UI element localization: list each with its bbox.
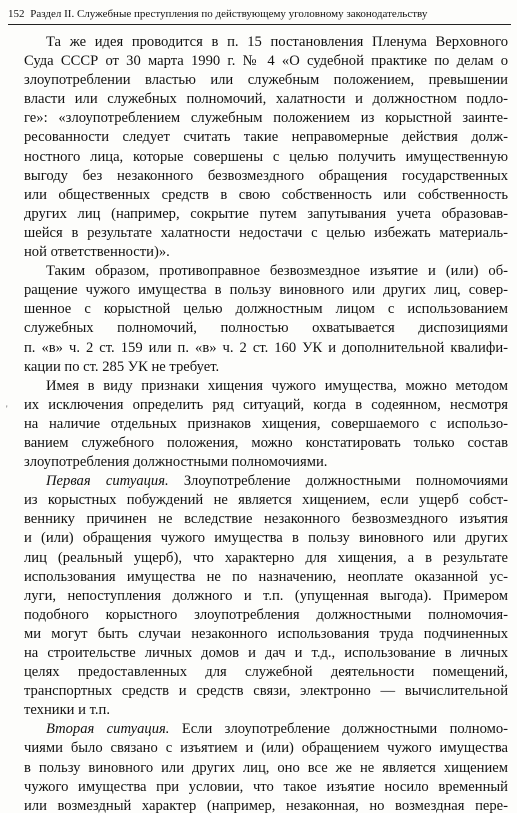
text-line: или возмездный характер (например, незаконная, но возмездная пере- [24, 797, 508, 814]
text-line: Таким образом, противоправное безвозмездное изъятие и (или) об- [46, 263, 508, 280]
text-line: злоупотреблении властью или служебным положением, превышении [24, 72, 508, 89]
text-line: чиями было связано с изъятием и (или) обращением чужого имущества [24, 740, 508, 757]
text-line: выгоду без незаконного безвозмездного обращения государственных [24, 167, 508, 184]
paragraph [24, 33, 508, 262]
text-line: на наличие отдельных признаков хищения, совершаемого с использо- [24, 415, 508, 432]
text-line-rest: Злоупотребление должностными полномочиями [168, 473, 508, 490]
text-line: п. «в» ч. 2 ст. 159 или п. «в» ч. 2 ст. 160 УК и дополнительной квалифи- [24, 339, 508, 356]
text-line: шенное с корыстной целью должностным лицом с использованием [24, 301, 508, 318]
margin-mark: ' [6, 404, 8, 414]
paragraph-second-situation [24, 720, 508, 815]
text-line: или общественных средств в свою собственность или собственность [24, 186, 508, 203]
text-line-rest: Если злоупотребление должностными полномо- [169, 721, 508, 738]
text-line: ной ответственности)». [24, 244, 170, 261]
text-line: лиц (реальный ущерб), что характерно для хищения, а в результате [24, 549, 508, 566]
situation-heading: Первая ситуация. [46, 473, 169, 490]
text-line: злоупотребления должностными полномочиями. [24, 454, 328, 471]
text-line: на строительстве личных домов и дач и т.д., использование в личных [24, 645, 508, 661]
text-line [24, 720, 508, 739]
text-line: власти или служебных полномочий, халатности и должностном подло- [24, 91, 508, 108]
text-line: других лиц (например, сокрытие путем запутывания учета образовав- [24, 205, 508, 222]
running-title: Раздел II. Служебные преступления по действующему уголовному законодательству [30, 8, 428, 20]
text-line: Та же идея проводится в п. 15 постановления Пленума Верховного [46, 34, 508, 50]
text-line: Суда СССР от 30 марта 1990 г. № 4 «О судебной практике по делам о [24, 53, 508, 70]
text-line: ми могут быть случаи незаконного использования труда подчиненных [24, 625, 508, 642]
text-line: чужого имущества при условии, что такое изъятие носило временный [24, 778, 508, 795]
paragraph [24, 262, 508, 377]
text-line [24, 472, 508, 491]
text-line: транспортных средств и средств связи, электронно — вычислительной [24, 683, 508, 700]
text-line: подобного корыстного злоупотребления должностными полномочия- [24, 606, 508, 623]
text-line: ванием служебного положения, можно констатировать только состав [24, 434, 508, 451]
text-line: шейся в результате халатности недостачи с целью избежать материаль- [24, 224, 508, 241]
text-line: использования имущества не по назначению, неоплате оказанной ус- [24, 568, 508, 585]
situation-heading: Вторая ситуация. [46, 721, 170, 738]
text-line: кации по ст. 285 УК не требует. [24, 358, 220, 375]
running-head [8, 8, 511, 25]
text-line: Имея в виду признаки хищения чужого имущества, можно методом [46, 377, 508, 394]
body-text [24, 33, 508, 816]
text-line: ге»: «злоупотреблением служебным положением из корыстной заинте- [24, 110, 508, 127]
paragraph-first-situation [24, 472, 508, 720]
text-line: целях предоставленных для служебной деятельности помещений, [24, 664, 508, 681]
paragraph [24, 377, 508, 472]
text-line: служебных полномочий, полностью охватывается диспозициями [24, 320, 508, 337]
text-line: и (или) обращения чужого имущества в пользу виновного или других [24, 530, 508, 547]
text-line: ресованности следует считать такие неправомерные действия долж- [24, 129, 508, 146]
text-line: из корыстных побуждений не является хищением, если ущерб собст- [24, 492, 508, 509]
text-line: в пользу виновного или других лиц, оно все же не является хищением [24, 759, 508, 776]
text-line: ращение чужого имущества в пользу виновного или других лиц, совер- [24, 282, 508, 299]
text-line: веннику причинен не вследствие незаконного безвозмездного изъятия [24, 511, 508, 528]
text-line: ностного лица, которые совершены с целью получить имущественную [24, 148, 508, 165]
page-number: 152 [8, 8, 25, 20]
text-line: луги, непоступления должного и т.п. (упущенная выгода). Примером [24, 587, 508, 604]
text-line: техники и т.п. [24, 702, 110, 719]
text-line: их исключения определить ряд ситуаций, когда в содеянном, несмотря [24, 396, 508, 413]
